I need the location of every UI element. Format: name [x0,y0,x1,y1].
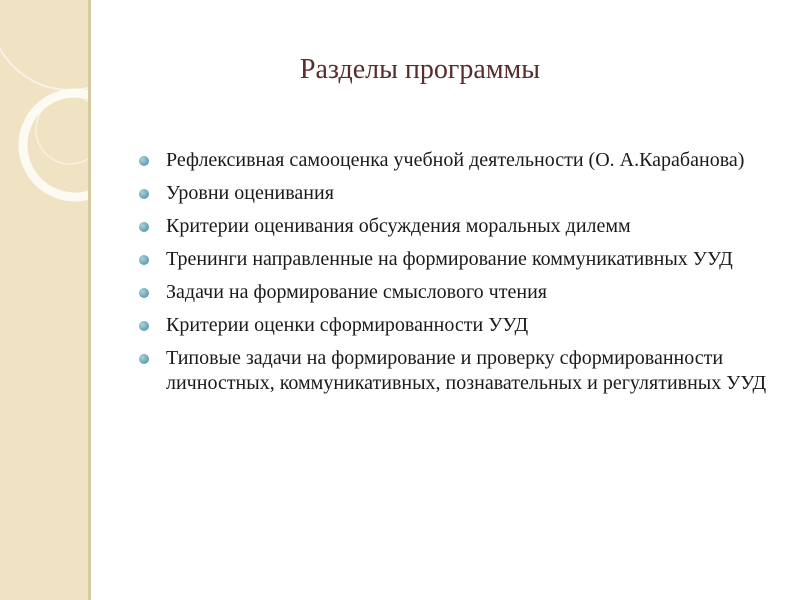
list-item [137,148,772,173]
list-item [137,346,772,396]
list-item-text: Уровни оценивания [166,182,334,204]
list-item-text: Тренинги направленные на формирование коммуникативных УУД [166,248,733,270]
list-item-text: Критерии оценки сформированности УУД [166,314,529,336]
slide-title: Разделы программы [299,54,541,85]
bullet-list [137,148,772,404]
list-item-text: Типовые задачи на формирование и проверку сформированности личностных, коммуникативных, познавательных и регулятивных УУД [166,347,767,394]
bullet-icon [139,189,149,199]
bullet-icon [139,222,149,232]
bullet-icon [139,156,149,166]
list-item-text: Критерии оценивания обсуждения моральных дилемм [166,215,631,237]
list-item [137,214,772,239]
list-item [137,280,772,305]
side-divider [88,0,91,600]
bullet-icon [139,354,149,364]
list-item-text: Задачи на формирование смыслового чтения [166,281,547,303]
list-item-text: Рефлексивная самооценка учебной деятельности (О. А.Карабанова) [166,149,745,171]
decorative-side-panel [0,0,88,600]
list-item [137,313,772,338]
list-item [137,247,772,272]
list-item [137,181,772,206]
decorative-circles-graphic [0,0,88,600]
bullet-icon [139,321,149,331]
bullet-icon [139,288,149,298]
bullet-icon [139,255,149,265]
